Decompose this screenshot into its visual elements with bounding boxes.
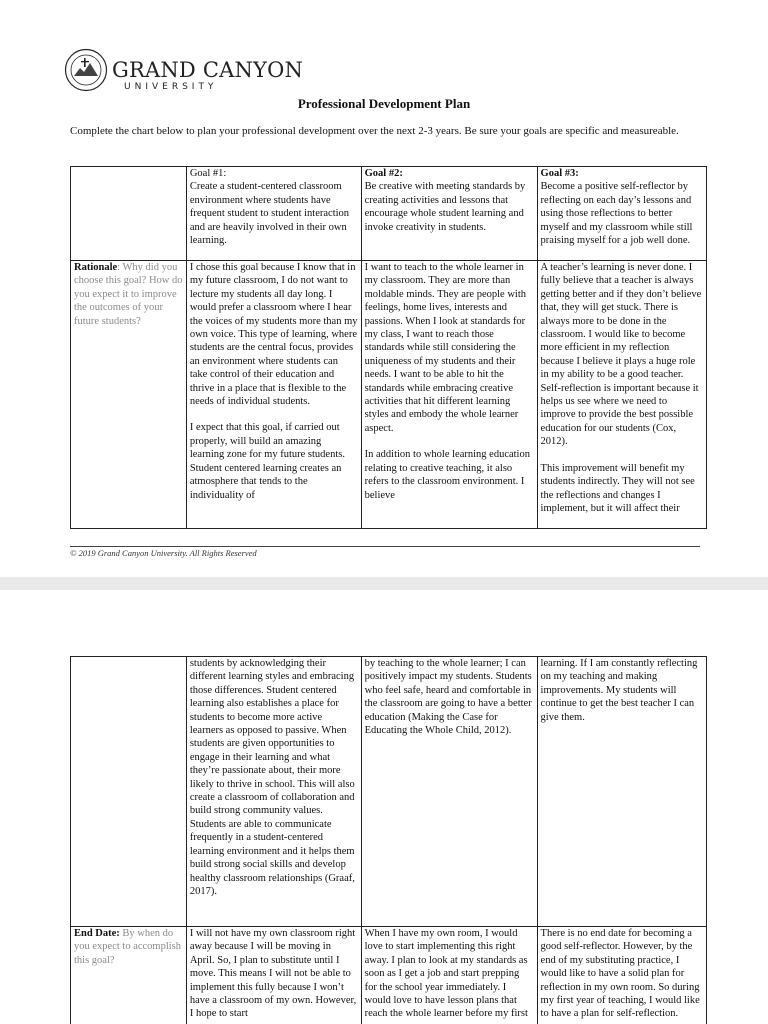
end-date-row [71,927,707,1024]
plan-table-continued [70,656,707,1024]
rationale-goal-3 [537,261,706,529]
page-title: Professional Development Plan [297,96,471,111]
goal-3-label: Goal #3: [540,168,579,179]
rationale-continued-goal-2: by teaching to the whole learner; I can positively impact my students. Students who feel safe, heard and comfortable in the classroom are going to have a better education (Making the Case for Educating the Whole Child, 2012). [361,657,537,927]
university-seal-icon [64,48,108,92]
rationale-continued-goal-1: students by acknowledging their different learning styles and embracing those differences. Student centered learning also establishes a place for students to become more active learners as opposed to passive. When students are given opportunities to engage in their learning and what they’re passionate about, their more likely to thrive in school. This will also create a classroom of collaboration and build strong community values. Students are able to communicate frequently in a student-centered learning environment and it helps them build strong social skills and develop healthy classroom relationships (Graaf, 2017). [186,657,361,927]
empty-header-cell [71,167,187,261]
rationale-goal-2 [361,261,537,529]
university-logo [64,48,304,96]
plan-table [70,166,707,529]
rationale-continued-goal-3: learning. If I am constantly reflecting on my teaching and making improvements. My students will continue to get the best teacher I can give them. [537,657,706,927]
rationale-goal-1-p2: I expect that this goal, if carried out properly, will build an amazing learning zone for my future students. Student centered learning creates an atmosphere that tends to the individuality of [189,422,345,501]
end-date-goal-3: There is no end date for becoming a good self-reflector. However, by the end of my substituting practice, I would like to have a solid plan for reflection in my own room. So during my first year of teaching, I would like to have a plan for self-reflection. [537,927,706,1024]
page-2 [0,590,768,1024]
instructions-text: Complete the chart below to plan your professional development over the next 2-3 years. Be sure your goals are specific and measureable. [70,125,679,137]
rationale-label-cell [71,261,187,529]
goal-3-cell [537,167,706,261]
goal-3-text: Become a positive self-reflector by reflecting on each day’s lessons and using those reflections to better myself and my classroom while still praising myself for a job well done. [540,181,693,247]
rationale-question: : Why did you choose this goal? How do you expect it to improve the outcomes of your future students? [74,262,183,327]
rationale-continued-row [71,657,707,927]
goal-2-text: Be creative with meeting standards by creating activities and lessons that encourage whole student learning and invoke creativity in students. [364,181,526,233]
copyright-footer: © 2019 Grand Canyon University. All Rights Reserved [70,548,257,558]
rationale-continued-label-cell [71,657,187,927]
rationale-row [71,261,707,529]
rationale-label: Rationale [74,262,118,273]
goal-2-cell [361,167,537,261]
logo-name: GRAND CANYON [112,58,304,82]
rationale-goal-3-p1: A teacher’s learning is never done. I fully believe that a teacher is always getting better and if they don’t believe that, they will get stuck. There is always more to be done in the classroom. I would like to become more efficient in my reflection because I believe it plays a huge role in my ability to be a good teacher. Self-reflection is important because it helps us see where we need to improve to provide the best possible education for our students (Cox, 2012). [540,262,702,448]
goal-2-label: Goal #2: [364,168,403,179]
end-date-label: End Date: [74,928,120,939]
end-date-question: By when do you expect to accomplish this goal? [74,928,182,966]
end-date-goal-1: I will not have my own classroom right away because I will be moving in April. So, I plan to substitute until I move. This means I will not be able to implement this fully because I won’t have a classroom of my own. However, I hope to start [186,927,361,1024]
end-date-goal-2: When I have my own room, I would love to start implementing this right away. I plan to look at my standards as soon as I get a job and start prepping for the school year immediately. I would love to have lesson plans that reach the whole learner before my first [361,927,537,1024]
rationale-goal-3-p2: This improvement will benefit my students indirectly. They will not see the reflections and changes I implement, but it will affect their [540,462,695,514]
end-date-label-cell [71,927,187,1024]
rationale-goal-1 [186,261,361,529]
goal-1-label: Goal #1: [189,168,227,179]
goal-1-cell [186,167,361,261]
rationale-goal-2-p2: In addition to whole learning education relating to creative teaching, it also refers to the classroom environment. I believe [364,449,530,501]
rationale-goal-2-p1: I want to teach to the whole learner in my classroom. They are more than moldable minds. They are people with feelings, home lives, interests and passions. When I look at standards for my class, I want to reach those standards while still considering the uniqueness of my students and their needs. I want to be able to hit the standards while embracing creative activities that hit different learning styles and embody the whole learner aspect. [364,262,526,434]
logo-subtitle: UNIVERSITY [124,82,218,92]
goals-row [71,167,707,261]
rationale-goal-1-p1: I chose this goal because I know that in my future classroom, I do not want to lecture my students all day long. I would prefer a classroom where I hear the voices of my students more than my own voice. This type of learning, where students are the central focus, provides an environment where students can take control of their education and thrive in a place that is flexible to the needs of individual students. [189,262,358,408]
footer-divider [70,546,700,547]
goal-1-text: Create a student-centered classroom environment where students have frequent student to student interaction and are heavily involved in their own learning. [189,181,350,247]
